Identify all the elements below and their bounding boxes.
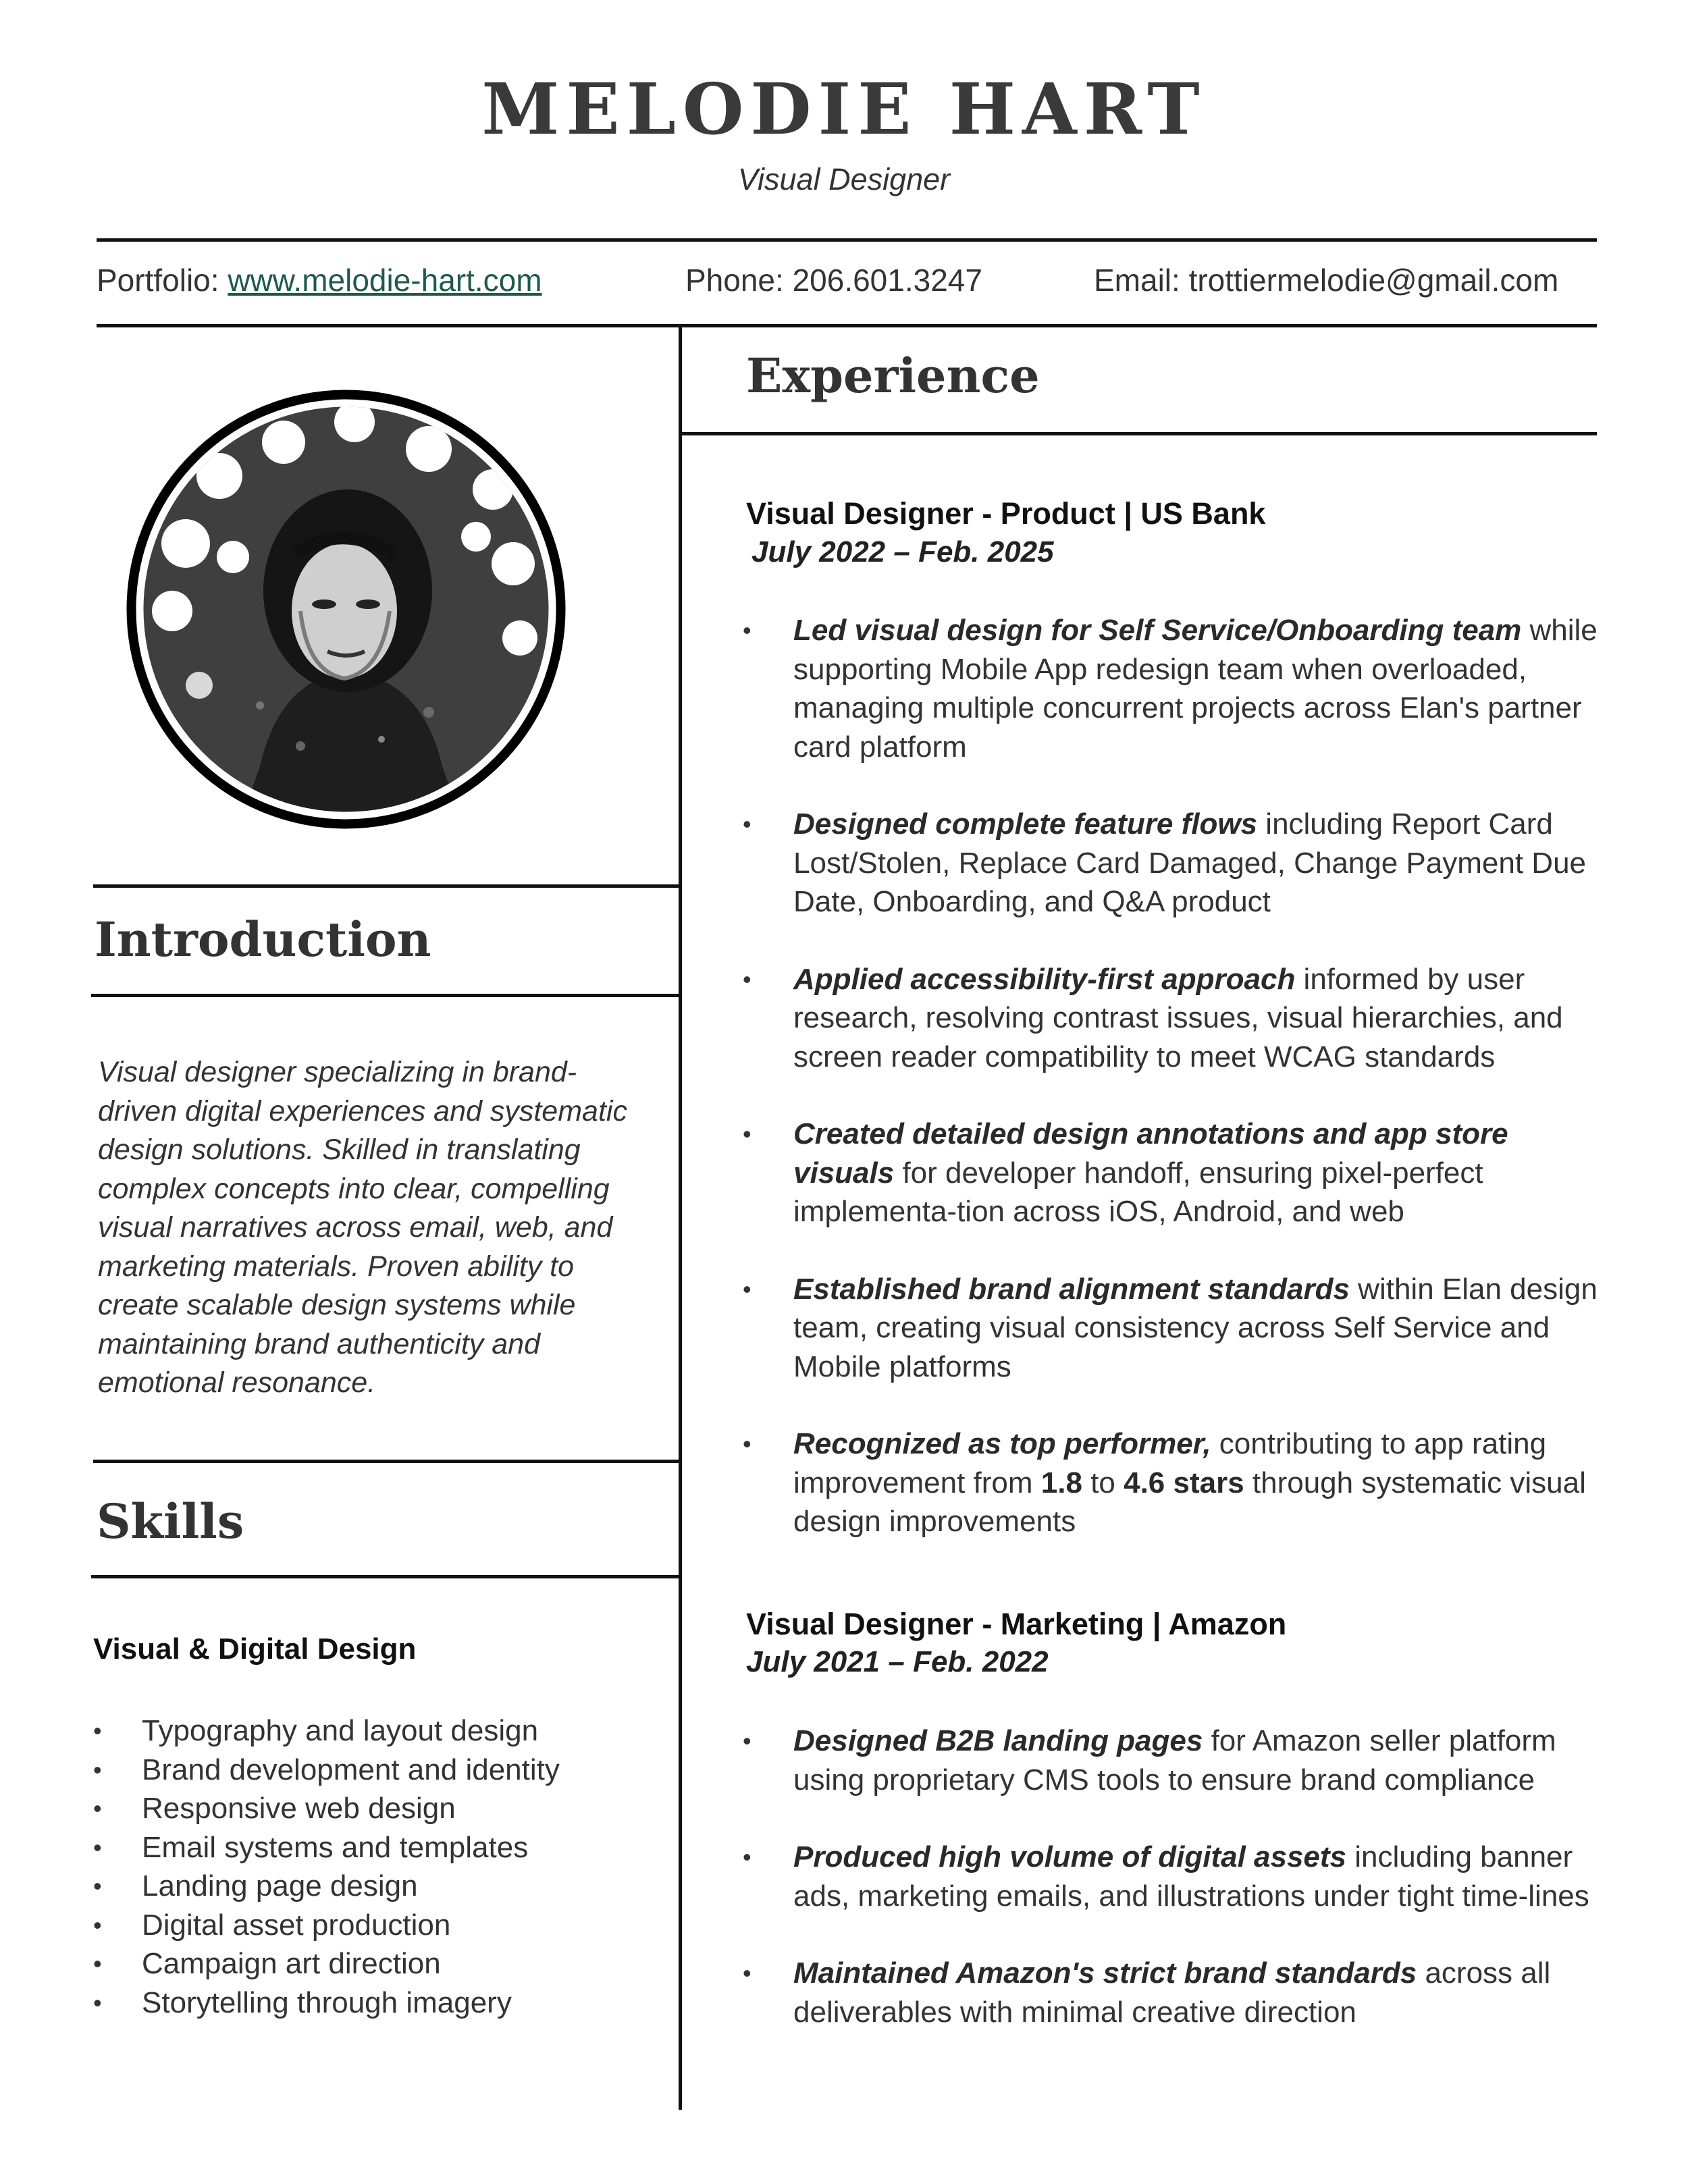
portfolio-contact xyxy=(97,262,542,298)
introduction-heading: Introduction xyxy=(95,911,431,967)
job-bullet xyxy=(743,1115,1600,1231)
experience-divider xyxy=(681,432,1597,435)
bullet-text: including banner ads, marketing emails, and illustrations under tight time-lines xyxy=(793,1840,1589,1913)
resume-name: MELODIE HART xyxy=(481,68,1207,151)
job-bullet xyxy=(743,1424,1600,1541)
phone-contact: Phone: 206.601.3247 xyxy=(685,263,982,298)
job-title-amazon: Visual Designer - Marketing | Amazon xyxy=(746,1607,1287,1641)
job-bullets-amazon xyxy=(743,1722,1600,2070)
bullet-text: through systematic visual design improvements xyxy=(793,1466,1586,1538)
introduction-text: Visual designer specializing in brand-driven digital experiences and systematic design solutions. Skilled in translating complex concepts into clear, compelling visual narratives across email, web, and marketing materials. Proven ability to create scalable design systems while maintaining brand authenticity and emotional resonance. xyxy=(98,1056,627,1399)
bullet-text: contributing to app rating improvement from xyxy=(793,1427,1547,1499)
skill-item: • Typography and layout design xyxy=(93,1711,560,1751)
bullet-text: while supporting Mobile App redesign team when overloaded, managing multiple concurrent projects across Elan's partner card platform xyxy=(793,614,1598,764)
skill-item: • Digital asset production xyxy=(93,1906,560,1945)
header-top-divider xyxy=(97,238,1597,242)
bullet-highlight: Designed complete feature flows xyxy=(793,807,1258,841)
profile-photo xyxy=(125,388,567,830)
header-bottom-divider xyxy=(97,324,1597,327)
bullet-text: informed by user research, resolving contrast issues, visual hierarchies, and screen reader compatibility to meet WCAG standards xyxy=(793,962,1563,1073)
job-title-us-bank: Visual Designer - Product | US Bank xyxy=(746,496,1266,531)
job-bullet xyxy=(743,1954,1600,2031)
introduction-top-divider xyxy=(93,884,681,888)
bullet-highlight: Established brand alignment standards xyxy=(793,1272,1350,1306)
skills-list xyxy=(93,1711,560,2022)
skills-heading: Skills xyxy=(97,1493,244,1549)
job-dates-amazon: July 2021 – Feb. 2022 xyxy=(746,1645,1049,1678)
resume-subtitle: Visual Designer xyxy=(737,162,951,196)
skill-item: • Responsive web design xyxy=(93,1789,560,1828)
rating-before: 1.8 xyxy=(1040,1466,1082,1499)
portfolio-label: Portfolio: xyxy=(97,263,228,298)
bullet-text: including Report Card Lost/Stolen, Replace Card Damaged, Change Payment Due Date, Onboarding, and Q&A product xyxy=(793,807,1587,918)
skill-item: • Email systems and templates xyxy=(93,1828,560,1867)
skill-item: • Landing page design xyxy=(93,1867,560,1906)
experience-heading: Experience xyxy=(746,348,1040,404)
skill-item: • Brand development and identity xyxy=(93,1751,560,1790)
job-bullet xyxy=(743,611,1600,766)
job-bullet xyxy=(743,805,1600,922)
bullet-text: across all deliverables with minimal creative direction xyxy=(793,1956,1551,2029)
job-bullet xyxy=(743,1838,1600,1915)
bullet-highlight: Designed B2B landing pages xyxy=(793,1724,1203,1757)
bullet-highlight: Maintained Amazon's strict brand standards xyxy=(793,1956,1417,1990)
introduction-bottom-divider xyxy=(91,994,681,997)
bullet-text: within Elan design team, creating visual consistency across Self Service and Mobile platforms xyxy=(793,1272,1598,1383)
bullet-highlight: Recognized as top performer, xyxy=(793,1427,1211,1460)
bullet-highlight: Produced high volume of digital assets xyxy=(793,1840,1347,1873)
skills-bottom-divider xyxy=(91,1575,681,1578)
column-divider xyxy=(679,326,682,2110)
bullet-text: for Amazon seller platform using proprietary CMS tools to ensure brand compliance xyxy=(793,1724,1556,1796)
job-bullet xyxy=(743,1270,1600,1387)
job-bullets-us-bank xyxy=(743,611,1600,1580)
bullet-highlight: Created detailed design annotations and app store visuals xyxy=(793,1117,1508,1190)
bullet-highlight: Led visual design for Self Service/Onboarding team xyxy=(793,614,1522,647)
email-contact: Email: trottiermelodie@gmail.com xyxy=(1094,263,1559,298)
skill-item: • Storytelling through imagery xyxy=(93,1983,560,2023)
rating-after: 4.6 stars xyxy=(1124,1466,1244,1499)
bullet-text: for developer handoff, ensuring pixel-perfect implementa-tion across iOS, Android, and web xyxy=(793,1156,1483,1228)
job-dates-us-bank: July 2022 – Feb. 2025 xyxy=(751,535,1054,568)
bullet-highlight: Applied accessibility-first approach xyxy=(793,962,1296,996)
job-bullet xyxy=(743,1722,1600,1799)
skill-item: • Campaign art direction xyxy=(93,1944,560,1983)
portfolio-link[interactable]: www.melodie-hart.com xyxy=(228,263,542,298)
skills-subheading: Visual & Digital Design xyxy=(93,1632,417,1666)
bullet-text: to xyxy=(1082,1466,1124,1499)
skills-top-divider xyxy=(93,1460,681,1463)
job-bullet xyxy=(743,960,1600,1077)
